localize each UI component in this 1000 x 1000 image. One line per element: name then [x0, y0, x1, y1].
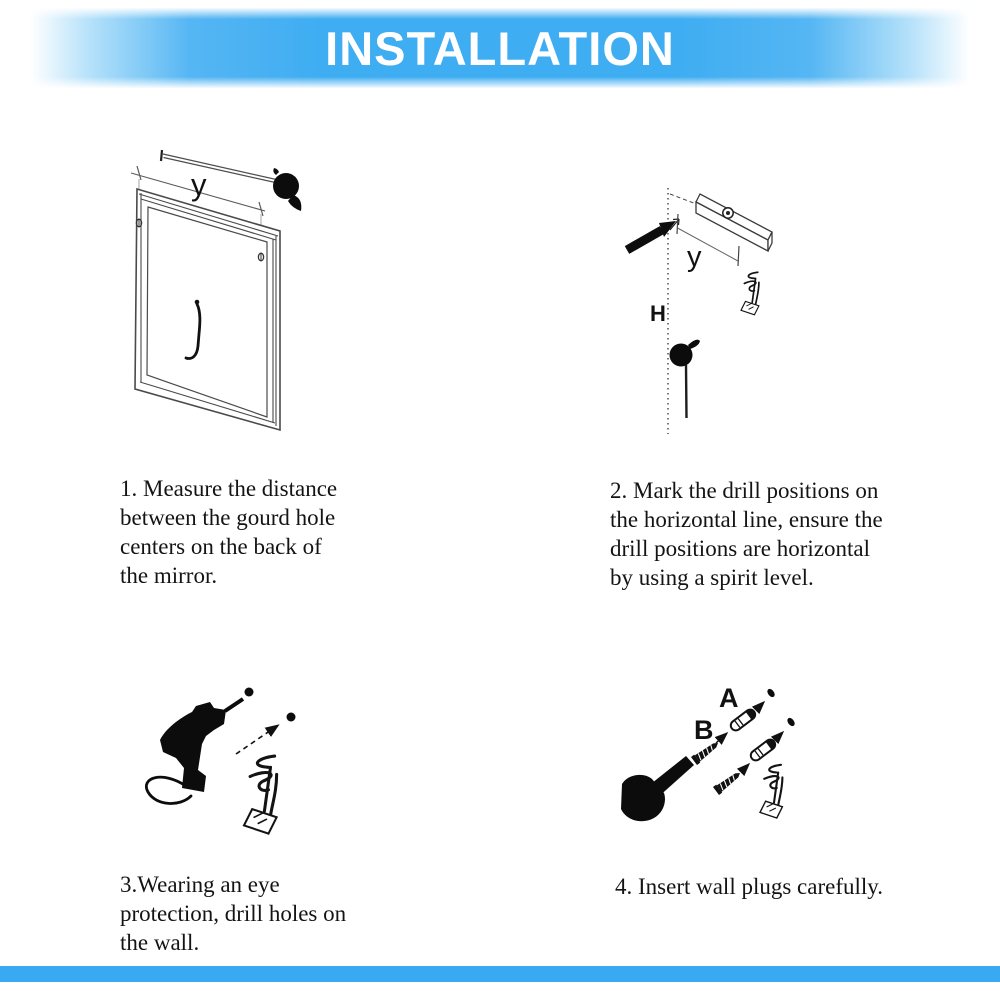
step-1-illustration [95, 133, 355, 478]
dashed-arrow [716, 734, 726, 743]
plug-label-a: A [719, 683, 739, 713]
dashed-arrow [741, 765, 748, 772]
anchor-sketch-icon [760, 765, 782, 818]
dashed-arrow [776, 733, 782, 739]
step-4-instructions [615, 872, 883, 901]
step-text-line: 1. Measure the distance [120, 476, 338, 501]
anchor-sketch-icon [741, 272, 759, 315]
step-3-instructions [120, 870, 346, 957]
step-text-line: between the gourd hole [120, 505, 336, 530]
mirror-frame [135, 189, 280, 430]
wall-plug-icon [749, 738, 777, 763]
hole-dot [766, 688, 776, 699]
tape-measure-icon [273, 168, 301, 211]
tape-measure-icon [670, 340, 701, 418]
tape-line [161, 150, 283, 184]
footer-bar [0, 966, 1000, 982]
dimension-label-y: y [687, 241, 702, 273]
step-text-line: by using a spirit level. [610, 565, 814, 590]
step-text-line: the mirror. [120, 563, 218, 588]
dashed-arrow [757, 703, 763, 709]
step-text-line: the horizontal line, ensure the [610, 507, 883, 532]
step-text-line: the wall. [120, 930, 200, 955]
page-title: INSTALLATION [325, 21, 675, 75]
spirit-level-icon [696, 194, 772, 251]
pencil-icon [627, 219, 679, 250]
screw-label-b: B [694, 715, 714, 745]
step-text-line: 4. Insert wall plugs carefully. [615, 874, 884, 899]
dashed-arrow [236, 726, 277, 754]
step-2-illustration [600, 150, 860, 450]
screw-icon [713, 769, 743, 795]
step-text-line: protection, drill holes on [120, 901, 347, 926]
step-text-line: 3.Wearing an eye [120, 872, 280, 897]
drill-bit [225, 699, 243, 711]
step-text-line: centers on the back of [120, 534, 322, 559]
step-text-line: drill positions are horizontal [610, 536, 870, 561]
drill-icon [146, 699, 243, 803]
anchor-sketch-icon [244, 756, 277, 834]
drill-hole-dot [287, 713, 296, 722]
step-3-illustration [130, 650, 360, 850]
tape-line [686, 365, 687, 418]
drill-hole-dot [245, 688, 254, 697]
height-label-h: H [650, 301, 666, 326]
hammer-icon [621, 756, 694, 821]
step-text-line: 2. Mark the drill positions on [610, 478, 879, 503]
step-1-instructions [120, 474, 337, 590]
header-banner [0, 8, 1000, 88]
dimension-label-y: y [191, 167, 207, 202]
step-4-illustration [600, 650, 880, 870]
step-2-instructions [610, 476, 883, 592]
hole-dot [786, 717, 796, 728]
